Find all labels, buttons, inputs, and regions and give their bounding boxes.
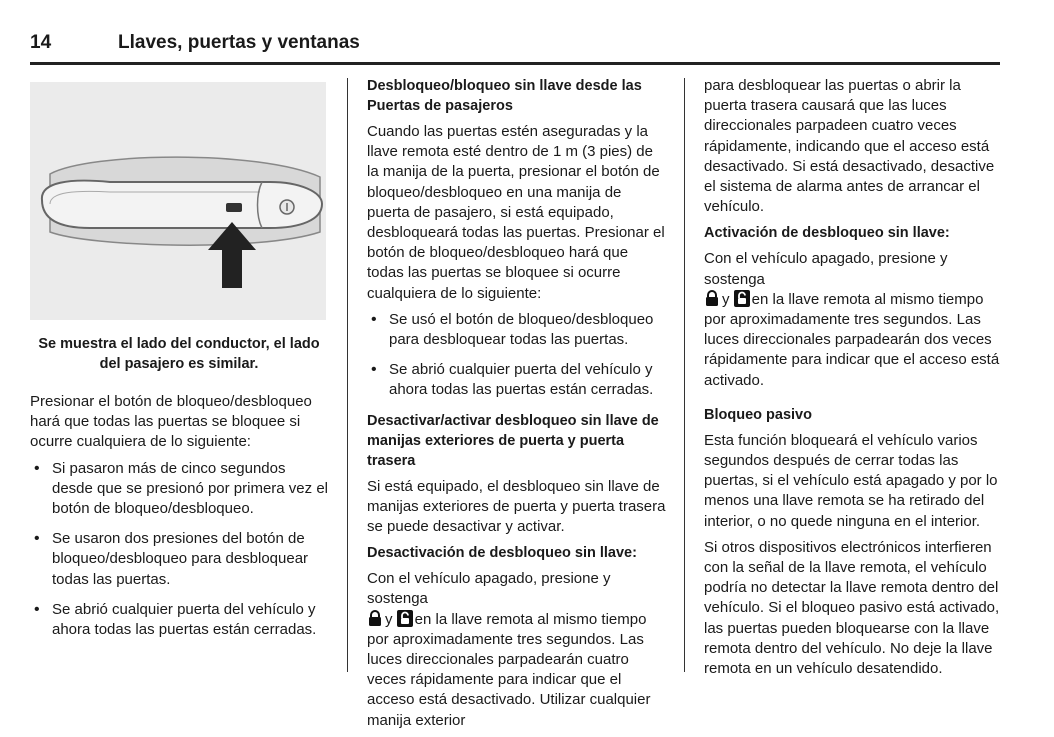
bullet-list (30, 459, 328, 641)
door-handle-icon (30, 82, 326, 320)
list-item: • Se usaron dos presiones del botón de bloqueo/desbloqueo para desbloquear todas las puertas. (30, 529, 328, 590)
lock-icon (704, 290, 720, 307)
unlock-icon (734, 290, 750, 307)
column-1 (30, 78, 328, 650)
door-handle-illustration (30, 82, 326, 320)
paragraph-with-icons (367, 569, 667, 731)
list-item: • Se usó el botón de bloqueo/desbloqueo para desbloquear todas las puertas. (367, 310, 667, 350)
header-rule (30, 62, 1000, 65)
section-heading: Activación de desbloqueo sin llave: (704, 225, 950, 242)
unlock-icon (397, 610, 413, 627)
page-header (30, 30, 1000, 62)
text-fragment: en la llave remota al mismo tiempo por aproximadamente tres segundos. Las luces direccionales parpadearán dos veces rápidamente para indicar que el acceso está activado. (704, 290, 1000, 389)
section-heading: Desactivar/activar desbloqueo sin llave de manijas exteriores de puerta y puerta trasera (367, 412, 659, 469)
section-heading: Desactivación de desbloqueo sin llave: (367, 545, 637, 562)
list-item: • Si pasaron más de cinco segundos desde que se presionó por primera vez el botón de bloqueo/desbloqueo. (30, 459, 328, 520)
section-heading: Bloqueo pasivo (704, 406, 812, 423)
text-fragment: en la llave remota al mismo tiempo por aproximadamente tres segundos. Las luces direccionales parpadearán cuatro veces rápidamente para indicar que el acceso está desactivado. Utilizar cualquier manija exterior (367, 610, 651, 729)
lock-icon (367, 610, 383, 627)
chapter-title: Llaves, puertas y ventanas (118, 32, 360, 53)
paragraph: para desbloquear las puertas o abrir la puerta trasera causará que las luces direccionales parpadeen cuatro veces rápidamente, indicando que el acceso está desactivado. Si está desactivado, desactive el sistema de alarma antes de arrancar el vehículo. (704, 77, 995, 216)
figure-caption: Se muestra el lado del conductor, el lado del pasajero es similar. (38, 336, 320, 372)
text-fragment: y (385, 610, 393, 628)
list-item: • Se abrió cualquier puerta del vehículo y ahora todas las puertas están cerradas. (30, 600, 328, 640)
list-item: • Se abrió cualquier puerta del vehículo y ahora todas las puertas están cerradas. (367, 360, 667, 400)
paragraph: Si otros dispositivos electrónicos interfieren con la señal de la llave remota, el vehículo podría no detectar la llave remota dentro del vehículo. Si el bloqueo pasivo está activado, las puertas pueden bloquearse con la llave remota dentro del vehículo. No deje la llave remota en un vehículo desatendido. (704, 538, 1000, 678)
column-3 (704, 76, 1002, 685)
section-heading: Desbloqueo/bloqueo sin llave desde las Puertas de pasajeros (367, 78, 642, 114)
paragraph: Cuando las puertas estén aseguradas y la llave remota esté dentro de 1 m (3 pies) de la manija de la puerta, presionar el botón de bloqueo/desbloqueo en una manija de puerta de pasajero, si está equipado, desbloqueará todas las puertas. Presionar el botón de bloqueo/desbloqueo hará que todas las puertas se bloquee si ocurre cualquiera de lo siguiente: (367, 123, 665, 302)
text-fragment: Con el vehículo apagado, presione y sostenga (367, 570, 611, 608)
paragraph-with-icons (704, 249, 1002, 390)
column-divider (347, 78, 348, 672)
text-fragment: Con el vehículo apagado, presione y sostenga (704, 250, 948, 288)
column-2 (367, 76, 667, 737)
paragraph: Presionar el botón de bloqueo/desbloqueo hará que todas las puertas se bloquee si ocurre cualquiera de lo siguiente: (30, 393, 312, 451)
page-number: 14 (30, 32, 52, 53)
column-divider (684, 78, 685, 672)
bullet-list (367, 310, 667, 401)
paragraph: Esta función bloqueará el vehículo varios segundos después de cerrar todas las puertas, si el vehículo está apagado y por lo menos una llave remota se ha retirado del interior, o no quede ninguna en el interior. (704, 431, 998, 530)
paragraph: Si está equipado, el desbloqueo sin llave de manijas exteriores de puerta y puerta trasera se puede desactivar y activar. (367, 477, 666, 536)
text-fragment: y (722, 290, 730, 308)
